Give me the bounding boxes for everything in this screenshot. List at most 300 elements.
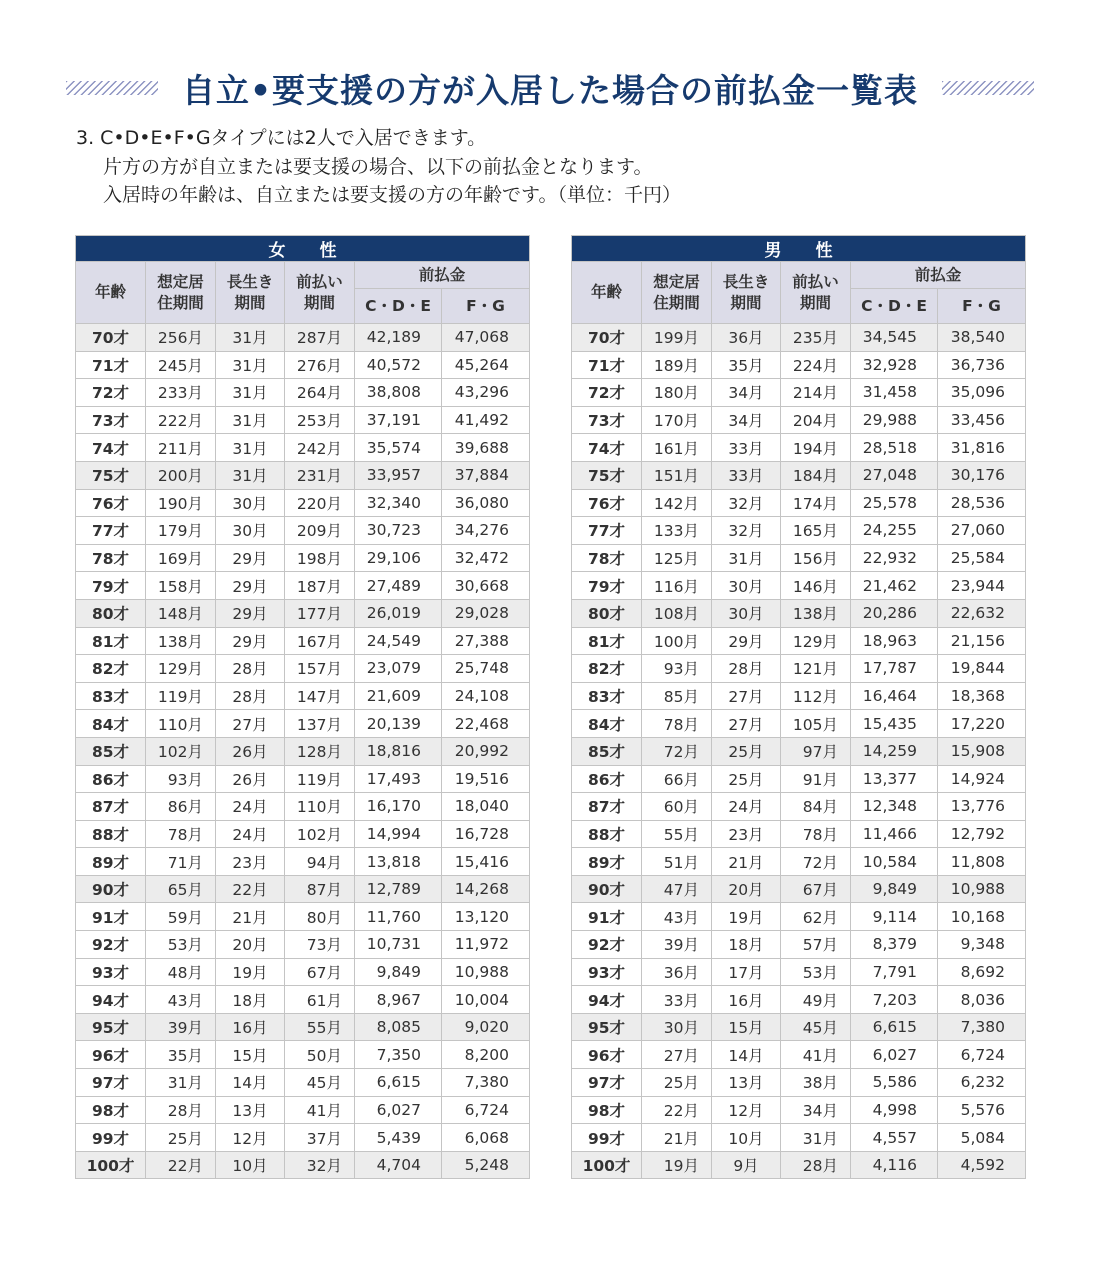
longevity-cell: 29月 [712, 627, 781, 655]
prepay-cde-cell: 11,466 [851, 820, 938, 848]
longevity-cell: 15月 [712, 1013, 781, 1041]
stay-cell: 245月 [146, 351, 216, 379]
prepay-cde-cell: 21,462 [851, 572, 938, 600]
prepay-fg-cell: 22,468 [442, 710, 530, 738]
prepay-fg-cell: 36,080 [442, 489, 530, 517]
prepay-fg-cell: 21,156 [938, 627, 1026, 655]
stay-cell: 25月 [146, 1124, 216, 1152]
prepay-cde-cell: 8,967 [355, 986, 442, 1014]
col-header-prepay-period: 前払い 期間 [781, 262, 851, 324]
stay-cell: 110月 [146, 710, 216, 738]
table-row [76, 627, 530, 655]
stay-cell: 189月 [642, 351, 712, 379]
prepay-fg-cell: 14,924 [938, 765, 1026, 793]
age-cell: 92才 [572, 931, 642, 959]
table-row [76, 1069, 530, 1097]
prepay-fg-cell: 9,020 [442, 1013, 530, 1041]
intro-line-3: 入居時の年齢は、自立または要支援の方の年齢です。（単位：千円） [103, 184, 681, 206]
age-cell: 98才 [572, 1096, 642, 1124]
age-cell: 88才 [572, 820, 642, 848]
stay-cell: 65月 [146, 875, 216, 903]
stay-cell: 55月 [642, 820, 712, 848]
intro-line-1: 3. C•D•E•F•Gタイプには2人で入居できます。 [76, 127, 487, 149]
longevity-cell: 31月 [216, 351, 285, 379]
col-header-fg: F・G [938, 289, 1026, 324]
title-row [0, 62, 1100, 114]
longevity-cell: 26月 [216, 737, 285, 765]
prepay-period-cell: 91月 [781, 765, 851, 793]
prepay-fg-cell: 31,816 [938, 434, 1026, 462]
prepay-cde-cell: 21,609 [355, 682, 442, 710]
table-row [572, 1041, 1026, 1069]
prepay-period-cell: 34月 [781, 1096, 851, 1124]
age-cell: 93才 [572, 958, 642, 986]
prepay-period-cell: 87月 [285, 875, 355, 903]
prepay-fg-cell: 5,248 [442, 1151, 530, 1179]
longevity-cell: 31月 [216, 461, 285, 489]
prepay-period-cell: 78月 [781, 820, 851, 848]
prepay-cde-cell: 4,116 [851, 1151, 938, 1179]
prepay-fg-cell: 5,576 [938, 1096, 1026, 1124]
prepay-cde-cell: 6,615 [355, 1069, 442, 1097]
prepay-fg-cell: 32,472 [442, 544, 530, 572]
prepay-cde-cell: 32,340 [355, 489, 442, 517]
longevity-cell: 19月 [712, 903, 781, 931]
stay-cell: 199月 [642, 324, 712, 352]
prepay-cde-cell: 32,928 [851, 351, 938, 379]
age-cell: 93才 [76, 958, 146, 986]
stay-cell: 151月 [642, 461, 712, 489]
age-cell: 92才 [76, 931, 146, 959]
prepay-period-cell: 72月 [781, 848, 851, 876]
table-row [572, 710, 1026, 738]
prepay-period-cell: 204月 [781, 406, 851, 434]
stay-cell: 170月 [642, 406, 712, 434]
prepay-cde-cell: 17,493 [355, 765, 442, 793]
prepay-cde-cell: 7,203 [851, 986, 938, 1014]
table-row [572, 1124, 1026, 1152]
prepay-period-cell: 128月 [285, 737, 355, 765]
age-cell: 94才 [572, 986, 642, 1014]
prepay-cde-cell: 14,994 [355, 820, 442, 848]
prepay-cde-cell: 35,574 [355, 434, 442, 462]
table-row [572, 351, 1026, 379]
longevity-cell: 14月 [216, 1069, 285, 1097]
prepay-period-cell: 157月 [285, 655, 355, 683]
prepay-period-cell: 53月 [781, 958, 851, 986]
table-row [572, 655, 1026, 683]
longevity-cell: 24月 [712, 793, 781, 821]
prepay-period-cell: 146月 [781, 572, 851, 600]
prepay-period-cell: 156月 [781, 544, 851, 572]
prepay-period-cell: 67月 [285, 958, 355, 986]
age-cell: 81才 [76, 627, 146, 655]
prepay-fg-cell: 43,296 [442, 379, 530, 407]
prepay-fg-cell: 29,028 [442, 599, 530, 627]
table-row [76, 599, 530, 627]
col-header-cde: C・D・E [355, 289, 442, 324]
longevity-cell: 12月 [216, 1124, 285, 1152]
table-row [572, 765, 1026, 793]
prepay-fg-cell: 6,724 [938, 1041, 1026, 1069]
longevity-cell: 36月 [712, 324, 781, 352]
age-cell: 70才 [76, 324, 146, 352]
stay-cell: 47月 [642, 875, 712, 903]
stay-cell: 60月 [642, 793, 712, 821]
longevity-cell: 32月 [712, 489, 781, 517]
prepay-cde-cell: 27,048 [851, 461, 938, 489]
stay-cell: 93月 [146, 765, 216, 793]
stay-cell: 30月 [642, 1013, 712, 1041]
prepay-fg-cell: 7,380 [938, 1013, 1026, 1041]
prepay-cde-cell: 10,584 [851, 848, 938, 876]
prepay-cde-cell: 6,027 [851, 1041, 938, 1069]
table-row [76, 351, 530, 379]
prepay-period-cell: 121月 [781, 655, 851, 683]
prepay-cde-cell: 4,998 [851, 1096, 938, 1124]
stay-cell: 78月 [642, 710, 712, 738]
prepay-period-cell: 50月 [285, 1041, 355, 1069]
prepay-fg-cell: 4,592 [938, 1151, 1026, 1179]
longevity-cell: 29月 [216, 599, 285, 627]
stay-cell: 190月 [146, 489, 216, 517]
prepay-period-cell: 287月 [285, 324, 355, 352]
prepay-period-cell: 264月 [285, 379, 355, 407]
prepay-cde-cell: 23,079 [355, 655, 442, 683]
prepay-period-cell: 73月 [285, 931, 355, 959]
prepay-fg-cell: 19,844 [938, 655, 1026, 683]
longevity-cell: 18月 [216, 986, 285, 1014]
prepay-period-cell: 220月 [285, 489, 355, 517]
longevity-cell: 31月 [216, 406, 285, 434]
stay-cell: 158月 [146, 572, 216, 600]
stay-cell: 48月 [146, 958, 216, 986]
prepay-fg-cell: 38,540 [938, 324, 1026, 352]
table-row [572, 875, 1026, 903]
prepay-cde-cell: 29,106 [355, 544, 442, 572]
table-row [76, 324, 530, 352]
col-header-stay: 想定居 住期間 [642, 262, 712, 324]
table-row [76, 1124, 530, 1152]
age-cell: 82才 [572, 655, 642, 683]
longevity-cell: 16月 [216, 1013, 285, 1041]
prepay-cde-cell: 25,578 [851, 489, 938, 517]
age-cell: 79才 [76, 572, 146, 600]
stay-cell: 93月 [642, 655, 712, 683]
stay-cell: 28月 [146, 1096, 216, 1124]
stay-cell: 169月 [146, 544, 216, 572]
prepay-period-cell: 41月 [285, 1096, 355, 1124]
table-row [572, 599, 1026, 627]
longevity-cell: 21月 [712, 848, 781, 876]
prepay-fg-cell: 10,168 [938, 903, 1026, 931]
col-header-longevity: 長生き 期間 [216, 262, 285, 324]
prepay-cde-cell: 37,191 [355, 406, 442, 434]
stay-cell: 22月 [642, 1096, 712, 1124]
prepay-fg-cell: 13,120 [442, 903, 530, 931]
prepay-cde-cell: 31,458 [851, 379, 938, 407]
age-cell: 97才 [76, 1069, 146, 1097]
prepay-cde-cell: 24,549 [355, 627, 442, 655]
age-cell: 72才 [572, 379, 642, 407]
age-cell: 100才 [76, 1151, 146, 1179]
prepay-period-cell: 49月 [781, 986, 851, 1014]
prepay-cde-cell: 40,572 [355, 351, 442, 379]
table-row [76, 820, 530, 848]
age-cell: 73才 [572, 406, 642, 434]
age-cell: 96才 [76, 1041, 146, 1069]
longevity-cell: 22月 [216, 875, 285, 903]
prepay-period-cell: 62月 [781, 903, 851, 931]
prepay-fg-cell: 41,492 [442, 406, 530, 434]
prepay-period-cell: 67月 [781, 875, 851, 903]
col-header-age: 年齢 [76, 262, 146, 324]
prepay-period-cell: 32月 [285, 1151, 355, 1179]
age-cell: 90才 [76, 875, 146, 903]
age-cell: 73才 [76, 406, 146, 434]
prepay-fg-cell: 25,584 [938, 544, 1026, 572]
age-cell: 78才 [76, 544, 146, 572]
prepay-fg-cell: 34,276 [442, 517, 530, 545]
table-row [572, 1069, 1026, 1097]
table-row [76, 544, 530, 572]
prepay-cde-cell: 6,615 [851, 1013, 938, 1041]
table-row [572, 434, 1026, 462]
prepay-cde-cell: 14,259 [851, 737, 938, 765]
longevity-cell: 9月 [712, 1151, 781, 1179]
prepay-period-cell: 102月 [285, 820, 355, 848]
table-row [76, 572, 530, 600]
longevity-cell: 20月 [216, 931, 285, 959]
longevity-cell: 25月 [712, 737, 781, 765]
prepay-fg-cell: 11,808 [938, 848, 1026, 876]
longevity-cell: 31月 [216, 379, 285, 407]
longevity-cell: 28月 [712, 655, 781, 683]
longevity-cell: 20月 [712, 875, 781, 903]
prepay-fg-cell: 8,692 [938, 958, 1026, 986]
prepay-fg-cell: 11,972 [442, 931, 530, 959]
prepay-cde-cell: 11,760 [355, 903, 442, 931]
prepay-period-cell: 194月 [781, 434, 851, 462]
prepay-period-cell: 105月 [781, 710, 851, 738]
prepay-cde-cell: 9,114 [851, 903, 938, 931]
prepay-fg-cell: 36,736 [938, 351, 1026, 379]
prepay-cde-cell: 34,545 [851, 324, 938, 352]
prepay-fg-cell: 10,004 [442, 986, 530, 1014]
stay-cell: 39月 [642, 931, 712, 959]
stay-cell: 180月 [642, 379, 712, 407]
age-cell: 98才 [76, 1096, 146, 1124]
longevity-cell: 15月 [216, 1041, 285, 1069]
prepay-period-cell: 80月 [285, 903, 355, 931]
decorative-hatch-right [942, 81, 1034, 95]
prepay-cde-cell: 38,808 [355, 379, 442, 407]
longevity-cell: 10月 [712, 1124, 781, 1152]
stay-cell: 33月 [642, 986, 712, 1014]
prepay-fg-cell: 6,068 [442, 1124, 530, 1152]
prepay-cde-cell: 26,019 [355, 599, 442, 627]
prepay-fg-cell: 16,728 [442, 820, 530, 848]
age-cell: 71才 [572, 351, 642, 379]
age-cell: 75才 [76, 461, 146, 489]
age-cell: 85才 [572, 737, 642, 765]
age-cell: 89才 [76, 848, 146, 876]
age-cell: 95才 [76, 1013, 146, 1041]
prepay-period-cell: 167月 [285, 627, 355, 655]
longevity-cell: 27月 [216, 710, 285, 738]
prepay-cde-cell: 8,379 [851, 931, 938, 959]
prepay-fg-cell: 28,536 [938, 489, 1026, 517]
table-row [572, 324, 1026, 352]
prepay-fg-cell: 7,380 [442, 1069, 530, 1097]
prepay-fg-cell: 20,992 [442, 737, 530, 765]
prepayment-table-male [571, 235, 1026, 1179]
age-cell: 87才 [572, 793, 642, 821]
stay-cell: 211月 [146, 434, 216, 462]
longevity-cell: 32月 [712, 517, 781, 545]
table-body-male [572, 324, 1026, 1179]
prepay-fg-cell: 27,060 [938, 517, 1026, 545]
prepay-cde-cell: 12,789 [355, 875, 442, 903]
table-row [572, 627, 1026, 655]
longevity-cell: 13月 [712, 1069, 781, 1097]
longevity-cell: 28月 [216, 682, 285, 710]
prepay-fg-cell: 37,884 [442, 461, 530, 489]
stay-cell: 86月 [146, 793, 216, 821]
longevity-cell: 13月 [216, 1096, 285, 1124]
prepay-cde-cell: 4,704 [355, 1151, 442, 1179]
stay-cell: 72月 [642, 737, 712, 765]
prepay-fg-cell: 10,988 [938, 875, 1026, 903]
table-row [572, 903, 1026, 931]
longevity-cell: 14月 [712, 1041, 781, 1069]
prepay-cde-cell: 16,170 [355, 793, 442, 821]
stay-cell: 222月 [146, 406, 216, 434]
age-cell: 100才 [572, 1151, 642, 1179]
longevity-cell: 27月 [712, 710, 781, 738]
prepay-cde-cell: 13,377 [851, 765, 938, 793]
table-row [76, 765, 530, 793]
longevity-cell: 12月 [712, 1096, 781, 1124]
age-cell: 86才 [76, 765, 146, 793]
stay-cell: 161月 [642, 434, 712, 462]
longevity-cell: 30月 [216, 489, 285, 517]
prepay-period-cell: 45月 [781, 1013, 851, 1041]
longevity-cell: 33月 [712, 434, 781, 462]
age-cell: 76才 [572, 489, 642, 517]
table-row [76, 848, 530, 876]
col-header-longevity: 長生き 期間 [712, 262, 781, 324]
table-row [76, 903, 530, 931]
age-cell: 85才 [76, 737, 146, 765]
longevity-cell: 28月 [216, 655, 285, 683]
prepay-cde-cell: 24,255 [851, 517, 938, 545]
stay-cell: 133月 [642, 517, 712, 545]
table-row [76, 1013, 530, 1041]
prepay-cde-cell: 10,731 [355, 931, 442, 959]
stay-cell: 125月 [642, 544, 712, 572]
prepay-period-cell: 28月 [781, 1151, 851, 1179]
age-cell: 78才 [572, 544, 642, 572]
prepay-period-cell: 276月 [285, 351, 355, 379]
prepay-cde-cell: 20,139 [355, 710, 442, 738]
age-cell: 82才 [76, 655, 146, 683]
longevity-cell: 31月 [216, 324, 285, 352]
age-cell: 80才 [76, 599, 146, 627]
table-row [572, 406, 1026, 434]
age-cell: 77才 [572, 517, 642, 545]
table-row [76, 1151, 530, 1179]
longevity-cell: 29月 [216, 572, 285, 600]
table-row [76, 1041, 530, 1069]
age-cell: 70才 [572, 324, 642, 352]
prepay-cde-cell: 5,586 [851, 1069, 938, 1097]
prepay-fg-cell: 13,776 [938, 793, 1026, 821]
prepay-fg-cell: 45,264 [442, 351, 530, 379]
table-row [76, 434, 530, 462]
prepay-period-cell: 41月 [781, 1041, 851, 1069]
col-header-fg: F・G [442, 289, 530, 324]
prepay-period-cell: 147月 [285, 682, 355, 710]
prepay-cde-cell: 33,957 [355, 461, 442, 489]
prepay-cde-cell: 28,518 [851, 434, 938, 462]
stay-cell: 116月 [642, 572, 712, 600]
prepay-period-cell: 112月 [781, 682, 851, 710]
table-row [76, 406, 530, 434]
longevity-cell: 33月 [712, 461, 781, 489]
table-row [572, 958, 1026, 986]
prepay-fg-cell: 14,268 [442, 875, 530, 903]
prepay-fg-cell: 15,416 [442, 848, 530, 876]
longevity-cell: 25月 [712, 765, 781, 793]
longevity-cell: 17月 [712, 958, 781, 986]
prepay-period-cell: 214月 [781, 379, 851, 407]
longevity-cell: 29月 [216, 544, 285, 572]
table-row [76, 682, 530, 710]
prepay-fg-cell: 47,068 [442, 324, 530, 352]
age-cell: 77才 [76, 517, 146, 545]
prepay-cde-cell: 7,791 [851, 958, 938, 986]
prepay-cde-cell: 13,818 [355, 848, 442, 876]
col-header-age: 年齢 [572, 262, 642, 324]
prepay-period-cell: 165月 [781, 517, 851, 545]
prepay-period-cell: 94月 [285, 848, 355, 876]
prepay-fg-cell: 22,632 [938, 599, 1026, 627]
table-row [572, 544, 1026, 572]
longevity-cell: 30月 [712, 599, 781, 627]
prepay-period-cell: 129月 [781, 627, 851, 655]
age-cell: 71才 [76, 351, 146, 379]
stay-cell: 39月 [146, 1013, 216, 1041]
stay-cell: 22月 [146, 1151, 216, 1179]
prepay-cde-cell: 29,988 [851, 406, 938, 434]
stay-cell: 21月 [642, 1124, 712, 1152]
col-header-prepay-amount: 前払金 [355, 262, 530, 289]
table-row [572, 489, 1026, 517]
prepay-cde-cell: 8,085 [355, 1013, 442, 1041]
prepay-fg-cell: 24,108 [442, 682, 530, 710]
age-cell: 99才 [76, 1124, 146, 1152]
table-row [76, 737, 530, 765]
prepay-period-cell: 177月 [285, 599, 355, 627]
prepay-cde-cell: 18,963 [851, 627, 938, 655]
prepay-cde-cell: 16,464 [851, 682, 938, 710]
prepay-period-cell: 61月 [285, 986, 355, 1014]
prepay-fg-cell: 33,456 [938, 406, 1026, 434]
prepay-period-cell: 198月 [285, 544, 355, 572]
age-cell: 80才 [572, 599, 642, 627]
stay-cell: 78月 [146, 820, 216, 848]
